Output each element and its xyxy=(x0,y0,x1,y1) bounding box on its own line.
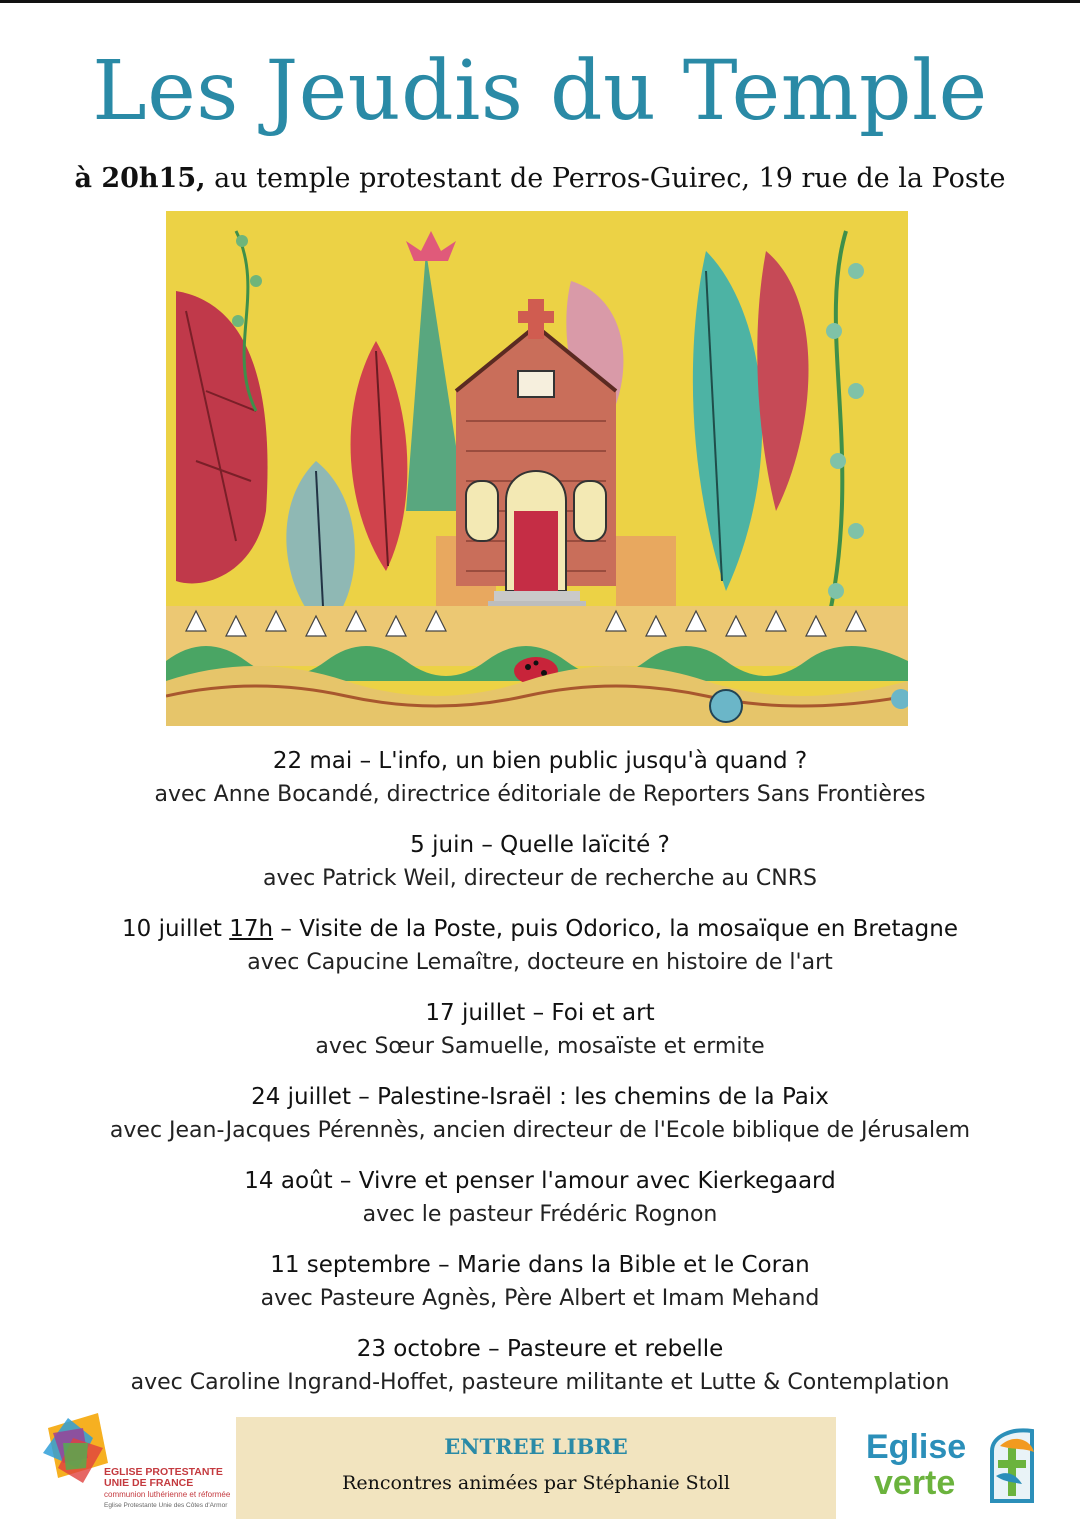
event-guest: avec Pasteure Agnès, Père Albert et Imam Mehand xyxy=(260,1286,820,1311)
venue-subtitle xyxy=(0,162,1080,196)
event-guest: avec Caroline Ingrand-Hoffet, pasteure militante et Lutte & Contemplation xyxy=(130,1370,950,1395)
entry-title: ENTREE LIBRE xyxy=(444,1434,628,1459)
event-item xyxy=(0,996,1080,1080)
church-garden-illustration xyxy=(166,211,908,726)
event-heading xyxy=(0,1248,1080,1282)
event-guest: avec le pasteur Frédéric Rognon xyxy=(362,1202,718,1227)
epudf-line4: Eglise Protestante Unie des Côtes d'Armor xyxy=(104,1502,228,1509)
epudf-line2: UNIE DE FRANCE xyxy=(104,1477,194,1489)
event-start-time: 17h xyxy=(229,916,274,942)
event-program xyxy=(0,744,1080,1416)
event-date: 10 juillet xyxy=(122,916,222,942)
dash-separator: – xyxy=(273,916,300,942)
top-border xyxy=(0,0,1080,3)
event-date: 5 juin xyxy=(410,832,475,858)
eglise-verte-logo xyxy=(860,1418,1050,1518)
dash-separator: – xyxy=(352,748,379,774)
event-date: 11 septembre xyxy=(270,1252,431,1278)
event-heading xyxy=(0,828,1080,862)
dash-separator: – xyxy=(474,832,501,858)
event-guest: avec Sœur Samuelle, mosaïste et ermite xyxy=(315,1034,765,1059)
verte-word: verte xyxy=(874,1464,956,1502)
event-heading xyxy=(0,996,1080,1030)
event-item xyxy=(0,828,1080,912)
event-heading xyxy=(0,1332,1080,1366)
event-topic: Quelle laïcité ? xyxy=(500,832,670,858)
event-guest: avec Capucine Lemaître, docteure en histoire de l'art xyxy=(247,950,833,975)
page-title: Les Jeudis du Temple xyxy=(92,44,988,139)
event-topic: Visite de la Poste, puis Odorico, la mosaïque en Bretagne xyxy=(299,916,958,942)
epudf-line3: communion luthérienne et réformée xyxy=(104,1490,231,1499)
dash-separator: – xyxy=(525,1000,552,1026)
event-topic: Vivre et penser l'amour avec Kierkegaard xyxy=(358,1168,836,1194)
event-item xyxy=(0,744,1080,828)
event-heading xyxy=(0,912,1080,946)
event-heading xyxy=(0,1080,1080,1114)
eglise-word: Eglise xyxy=(866,1428,967,1466)
dash-separator: – xyxy=(480,1336,507,1362)
entry-subtitle: Rencontres animées par Stéphanie Stoll xyxy=(342,1472,730,1494)
event-date: 17 juillet xyxy=(425,1000,526,1026)
event-topic: Palestine-Israël : les chemins de la Paix xyxy=(377,1084,829,1110)
entry-info-box xyxy=(236,1417,836,1519)
event-date: 14 août xyxy=(244,1168,333,1194)
dash-separator: – xyxy=(350,1084,378,1110)
event-item xyxy=(0,912,1080,996)
event-topic: Marie dans la Bible et le Coran xyxy=(456,1252,810,1278)
event-guest: avec Jean-Jacques Pérennès, ancien directeur de l'Ecole biblique de Jérusalem xyxy=(109,1118,971,1143)
event-item xyxy=(0,1332,1080,1416)
event-topic: Foi et art xyxy=(551,1000,655,1026)
event-date: 22 mai xyxy=(272,748,353,774)
dash-separator: – xyxy=(332,1168,359,1194)
event-topic: L'info, un bien public jusqu'à quand ? xyxy=(378,748,808,774)
venue-address: au temple protestant de Perros-Guirec, 19 rue de la Poste xyxy=(205,163,1006,194)
event-heading xyxy=(0,1164,1080,1198)
event-item xyxy=(0,1164,1080,1248)
event-guest: avec Anne Bocandé, directrice éditoriale de Reporters Sans Frontières xyxy=(154,782,926,807)
epudf-line1: EGLISE PROTESTANTE xyxy=(104,1466,223,1478)
dash-separator: – xyxy=(430,1252,457,1278)
event-guest: avec Patrick Weil, directeur de recherche au CNRS xyxy=(263,866,817,891)
event-heading xyxy=(0,744,1080,778)
event-item xyxy=(0,1248,1080,1332)
event-time: à 20h15, xyxy=(74,163,206,194)
event-topic: Pasteure et rebelle xyxy=(506,1336,724,1362)
event-item xyxy=(0,1080,1080,1164)
dove-cross-icon xyxy=(982,1426,1042,1506)
epudf-text xyxy=(104,1467,230,1511)
event-date: 24 juillet xyxy=(251,1084,351,1110)
event-date: 23 octobre xyxy=(356,1336,481,1362)
epudf-logo xyxy=(38,1408,238,1518)
